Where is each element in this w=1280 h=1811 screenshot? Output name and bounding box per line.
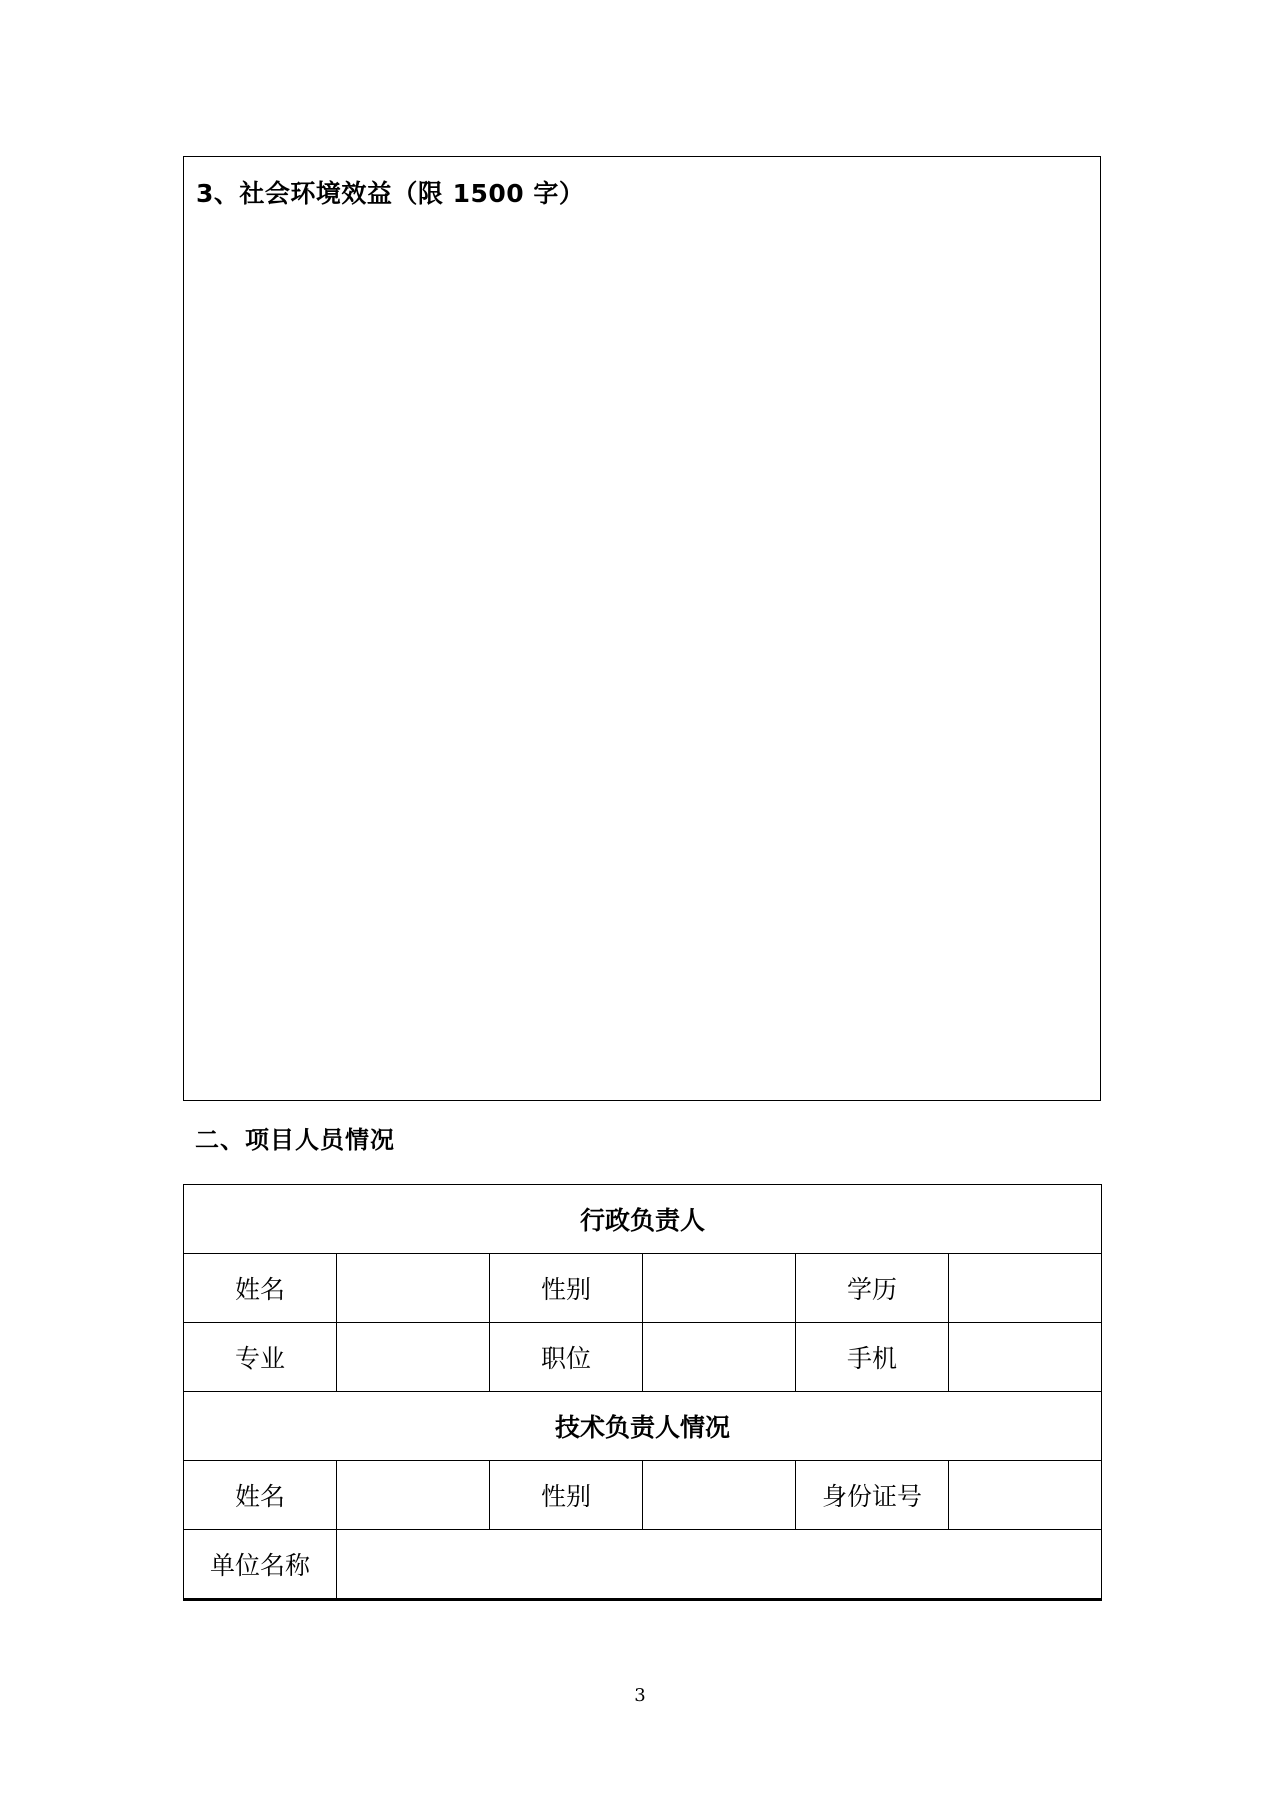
tech-name-value-cell[interactable]	[337, 1461, 490, 1530]
personnel-table	[183, 1184, 1102, 1601]
tech-org-value-cell[interactable]	[337, 1530, 1102, 1600]
admin-name-label: 姓名	[184, 1254, 337, 1323]
admin-gender-value-cell[interactable]	[643, 1254, 796, 1323]
social-benefit-box	[183, 156, 1101, 1101]
tech-lead-header: 技术负责人情况	[184, 1392, 1102, 1461]
table-row	[184, 1530, 1102, 1600]
table-row	[184, 1461, 1102, 1530]
admin-education-value-cell[interactable]	[949, 1254, 1102, 1323]
tech-id-label: 身份证号	[796, 1461, 949, 1530]
table-row	[184, 1254, 1102, 1323]
admin-gender-label: 性别	[490, 1254, 643, 1323]
personnel-section-heading: 二、项目人员情况	[195, 1126, 395, 1154]
tech-id-value-cell[interactable]	[949, 1461, 1102, 1530]
table-row	[184, 1323, 1102, 1392]
admin-mobile-value-cell[interactable]	[949, 1323, 1102, 1392]
tech-gender-value-cell[interactable]	[643, 1461, 796, 1530]
tech-name-label: 姓名	[184, 1461, 337, 1530]
tech-org-label: 单位名称	[184, 1530, 337, 1600]
admin-mobile-label: 手机	[796, 1323, 949, 1392]
admin-major-value-cell[interactable]	[337, 1323, 490, 1392]
tech-gender-label: 性别	[490, 1461, 643, 1530]
admin-major-label: 专业	[184, 1323, 337, 1392]
page-number: 3	[634, 1685, 646, 1706]
tech-lead-header-row	[184, 1392, 1102, 1461]
admin-lead-header: 行政负责人	[184, 1185, 1102, 1254]
admin-lead-header-row	[184, 1185, 1102, 1254]
admin-education-label: 学历	[796, 1254, 949, 1323]
admin-name-value-cell[interactable]	[337, 1254, 490, 1323]
admin-position-label: 职位	[490, 1323, 643, 1392]
social-benefit-title: 3、社会环境效益（限 1500 字）	[196, 179, 585, 208]
admin-position-value-cell[interactable]	[643, 1323, 796, 1392]
